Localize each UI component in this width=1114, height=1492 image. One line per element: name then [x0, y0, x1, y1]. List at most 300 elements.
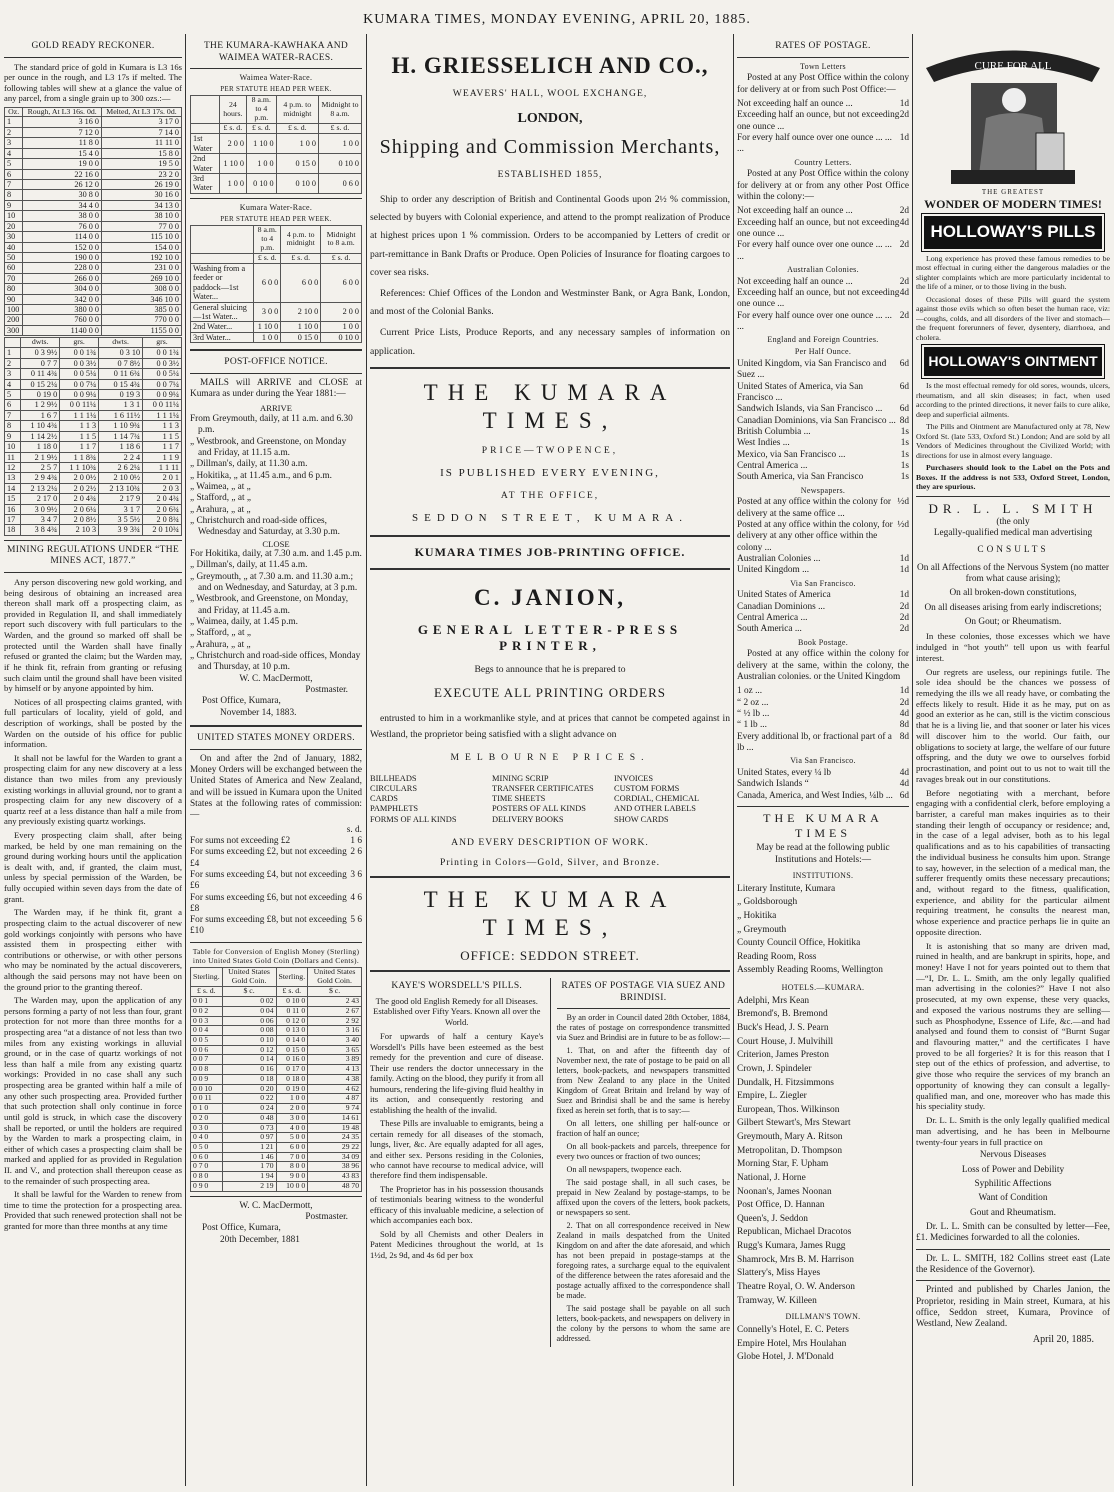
- column-medical-ads: [916, 38, 1110, 1488]
- rate-value: 8d: [899, 720, 909, 731]
- table-cell: 3 0 9½: [21, 504, 60, 514]
- table-row: [5, 305, 182, 315]
- table-cell: 0 12 0: [276, 1016, 308, 1026]
- conv-signature: W. C. MacDermott,: [239, 1200, 313, 1211]
- table-unit: £ s. d.: [318, 124, 361, 134]
- mail-line: „ Waimea, „ at „: [190, 481, 251, 492]
- table-row: [191, 1113, 362, 1123]
- table-cell: 760 0 0: [23, 315, 102, 325]
- rate-row: [737, 218, 909, 241]
- kaye-ad: [370, 978, 544, 1347]
- table-row: [191, 332, 362, 342]
- rate-value: ½d: [897, 519, 909, 530]
- table-header: 4 p.m. to midnight: [276, 96, 318, 124]
- rate-label: South America ...: [737, 624, 802, 635]
- table-cell: 115 10 0: [101, 232, 181, 242]
- table-row: [191, 173, 362, 193]
- table-row: [5, 452, 182, 462]
- paragraph: By an order in Council dated 28th October, 1884, the rates of postage on correspondence transmitted via Suez and Brindisi are in future to be as follow:—: [556, 1013, 730, 1043]
- table-cell: 342 0 0: [23, 294, 102, 304]
- table-row: [5, 462, 182, 472]
- hotel-item: Empire Hotel, Mrs Houlahan: [737, 1338, 847, 1349]
- table-row: [191, 1045, 362, 1055]
- hotel-item: Greymouth, Mary A. Ritson: [737, 1132, 843, 1143]
- table-header: grs.: [143, 338, 182, 348]
- kaye-title: KAYE'S WORSDELL'S PILLS.: [391, 981, 523, 992]
- table-cell: 1 10 0: [281, 322, 321, 332]
- table-cell: 7: [5, 180, 23, 190]
- pills-body-2: Occasional doses of these Pills will guard the system against those evils which so often beset the human race, viz:—coughs, colds, and all disorders of the liver and stomach—the frequent forerunners of fever, dysentery, diarrhoea, and cholera.: [916, 294, 1110, 342]
- print-item: POSTERS OF ALL KINDS: [492, 804, 586, 814]
- eng-subtitle: Per Half Ounce.: [794, 347, 852, 357]
- table-cell: 2 1 9½: [21, 452, 60, 462]
- table-cell: 0 48: [222, 1113, 276, 1123]
- table-cell: 200: [5, 315, 23, 325]
- table-cell: 20: [5, 221, 23, 231]
- table-cell: 0 73: [222, 1123, 276, 1133]
- table-cell: 0 0 5: [191, 1036, 223, 1046]
- rate-label: Sandwich Islands, via San Francisco ...: [737, 404, 883, 415]
- rate-value: 2d: [899, 110, 909, 121]
- mail-line: „ Dillman's, daily, at 11.45 a.m.: [190, 560, 308, 571]
- dr-title: DR. L. L. SMITH: [928, 500, 1098, 516]
- table-cell: 0 18: [222, 1074, 276, 1084]
- table-row: [5, 294, 182, 304]
- rate-label: Posted at any office within the colony, for delivery at any other office within the colony ...: [737, 519, 893, 553]
- table-cell: 2 0 0: [219, 134, 246, 154]
- table-cell: 60: [5, 263, 23, 273]
- table-cell: 3 40: [308, 1036, 362, 1046]
- table-row: [5, 421, 182, 431]
- table-cell: 3: [5, 138, 23, 148]
- table-cell: 2 5 7: [21, 462, 60, 472]
- consults-label: CONSULTS: [977, 545, 1049, 556]
- table-row: [5, 369, 182, 379]
- janion-execute: EXECUTE ALL PRINTING ORDERS: [434, 685, 666, 701]
- table-cell: 114 0 0: [23, 232, 102, 242]
- close-label: CLOSE: [262, 538, 290, 549]
- table-cell: 30: [5, 232, 23, 242]
- table-cell: 269 10 0: [101, 273, 181, 283]
- book-intro: Posted at any office within the colony for delivery at the same, within the colony, the Australian colonies. or the United Kingdom: [737, 649, 909, 683]
- print-item: DELIVERY BOOKS: [492, 814, 564, 824]
- mail-line: „ Dillman's, daily, at 11.30 a.m.: [190, 459, 308, 470]
- column-rule: [733, 34, 734, 1486]
- rate-label: Canada, America, and West Indies, ¼lb ...: [737, 790, 893, 801]
- institutions-list: [737, 883, 909, 978]
- table-cell: 10: [5, 211, 23, 221]
- table-cell: 90: [5, 294, 23, 304]
- table-cell: 0 12: [222, 1045, 276, 1055]
- table-cell: 3 16 0: [23, 117, 102, 127]
- rate-label: Not exceeding half an ounce ...: [737, 98, 853, 109]
- table-cell: 1 0 0: [276, 1094, 308, 1104]
- table-cell: 0 0 9: [191, 1074, 223, 1084]
- table-cell: 0 02: [222, 997, 276, 1007]
- table-cell: 0 7 8½: [99, 358, 143, 368]
- table-row: [191, 1142, 362, 1152]
- hotel-item: Post Office, D. Hannan: [737, 1200, 825, 1211]
- rate-row: [737, 602, 909, 613]
- rate-label: For sums exceeding £6, but not exceeding £8: [190, 892, 347, 914]
- table-row: [5, 263, 182, 273]
- print-item: TIME SHEETS: [492, 794, 546, 804]
- hotel-item: Shamrock, Mrs B. M. Harrison: [737, 1254, 854, 1265]
- table-cell: 1 1 3: [143, 421, 182, 431]
- table-cell: 2 43: [308, 997, 362, 1007]
- wonder-title: WONDER OF MODERN TIMES!: [924, 196, 1102, 211]
- hotel-item: Morning Star, F. Upham: [737, 1159, 829, 1170]
- table-cell: 2nd Water...: [191, 322, 254, 332]
- suez-body: [557, 1013, 731, 1344]
- table-cell: 34 13 0: [101, 200, 181, 210]
- table-cell: 1 1 8¾: [60, 452, 99, 462]
- rate-row: [737, 791, 909, 802]
- rate-label: Australian Colonies ...: [737, 553, 821, 564]
- firm-city: LONDON,: [517, 110, 583, 126]
- table-cell: 1: [5, 348, 21, 358]
- banner-text: CURE FOR ALL: [974, 60, 1052, 72]
- table-cell: 3 16: [308, 1026, 362, 1036]
- mail-line: From Greymouth, daily, at 11 a.m. and 6.30 p.m.: [190, 413, 353, 436]
- hotel-item: Metropolitan, D. Thompson: [737, 1145, 843, 1156]
- table-cell: 192 10 0: [101, 252, 181, 262]
- waimea-subtitle: PER STATUTE HEAD PER WEEK.: [220, 84, 332, 93]
- table-cell: 16: [5, 504, 21, 514]
- table-header: Midnight to 8 a.m.: [318, 96, 361, 124]
- table-cell: 0 0 11¼: [60, 400, 99, 410]
- mail-line: „ Stafford, „ at „: [190, 628, 252, 639]
- waimea-title: Waimea Water-Race.: [239, 73, 313, 83]
- rate-label: For sums exceeding £4, but not exceeding £6: [190, 869, 347, 892]
- read-title: THE KUMARA TIMES: [763, 811, 883, 840]
- pills-body: Long experience has proved these famous remedies to be most effectual in curing either the dangerous maladies or the slighter complaints which are more particularly incidental to the life of a miner, or to those living in the bush.: [916, 253, 1110, 292]
- suez-notice: [557, 978, 731, 1347]
- table-cell: 1 10 4¾: [21, 421, 60, 431]
- paragraph: On all newspapers, twopence each.: [566, 1165, 682, 1175]
- firm-trade: Shipping and Commission Merchants,: [379, 135, 721, 158]
- inst-title: INSTITUTIONS.: [792, 870, 854, 880]
- table-cell: 76 0 0: [23, 221, 102, 231]
- table-row: [5, 431, 182, 441]
- table-cell: 2 0 6¼: [60, 504, 99, 514]
- rate-row: [737, 240, 909, 263]
- table-cell: 1140 0 0: [23, 325, 102, 335]
- rate-value: 1d: [899, 132, 909, 143]
- paragraph: For upwards of half a century Kaye's Worsdell's Pills have been esteemed as the best remedy for the prevention and cure of disease. Their use renders the doctor unnecessary in the family. Acting on the blood, they purify it from all humours, rendering the life-giving fluid healthy in its action, and consequently restoring and establishing the health of the invalid.: [370, 1031, 544, 1115]
- print-item: FORMS OF ALL KINDS: [370, 814, 457, 824]
- table-cell: 8: [5, 190, 23, 200]
- table-cell: 29 22: [308, 1142, 362, 1152]
- arrive-list: [190, 414, 362, 539]
- po-title: POST-OFFICE NOTICE.: [224, 357, 328, 368]
- intro-text: The standard price of gold in Kumara is L3 16s per ounce in the rough, and L3 17s if melted. The following tables will shew at a glance the value of any parcel, from a single grain up to 300 ozs.:—: [4, 61, 182, 104]
- rate-label: British Columbia ...: [737, 426, 811, 437]
- rate-value: 2d: [899, 276, 909, 287]
- table-cell: 0 8 0: [191, 1172, 223, 1182]
- table-cell: 0 0 7: [191, 1055, 223, 1065]
- table-row: [5, 494, 182, 504]
- column-gold-reckoner: [4, 38, 182, 1488]
- via2-rates: [737, 768, 909, 802]
- table-cell: 38 96: [308, 1162, 362, 1172]
- table-cell: 43 83: [308, 1172, 362, 1182]
- table-cell: 15 4 0: [23, 148, 102, 158]
- table-header: 8 a.m. to 4 p.m.: [246, 96, 276, 124]
- kumara-times-title: THE KUMARA TIMES,: [423, 379, 677, 433]
- rate-value: 1s: [900, 438, 909, 449]
- po-date: November 14, 1883.: [220, 707, 297, 718]
- country-intro: Posted at any Post Office within the colony for delivery at or from any other Post Office within the colony:—: [737, 169, 909, 203]
- table-cell: 0 97: [222, 1133, 276, 1143]
- table-row: [5, 169, 182, 179]
- table-cell: 0 18 0: [276, 1074, 308, 1084]
- table-cell: 3 9 3¾: [99, 525, 143, 535]
- rate-row: [737, 686, 909, 697]
- table-cell: 1 0 0: [246, 154, 276, 174]
- table-cell: 1 1 1¼: [143, 410, 182, 420]
- table-row: [191, 997, 362, 1007]
- rate-row: [190, 836, 362, 847]
- kumara-times-title-2: THE KUMARA TIMES,: [423, 887, 677, 941]
- table-cell: 0 5 0: [191, 1142, 223, 1152]
- table-cell: 7: [5, 410, 21, 420]
- table-cell: 2 0 0: [321, 302, 362, 322]
- table-cell: 1 3 1: [99, 400, 143, 410]
- consult-line: On all Affections of the Nervous System (no matter from what cause arising);: [917, 562, 1109, 585]
- table-cell: 0 16 0: [276, 1055, 308, 1065]
- table-header: dwts.: [99, 338, 143, 348]
- allegory-figure-icon: [916, 38, 1110, 188]
- table-row: [5, 400, 182, 410]
- rate-row: [737, 427, 909, 438]
- table-row: [191, 134, 362, 154]
- rate-row: [737, 472, 909, 483]
- rate-row: [737, 133, 909, 156]
- table-cell: 1 0 0: [219, 173, 246, 193]
- paragraph: Before negotiating with a merchant, before engaging with a confidential clerk, before employing a barrister, a careful man makes inquiries as to their standing their length of occupancy or residence; and, in the case of a legal adviser, both as to his legal qualifications and as to his capabilities of transacting the individual business he consults him upon. Strange to say, however, in the selection of a medical man, the sufferer frequently omits these necessary precautions; and, without regard to the fitness, qualification, experience, and ability for the particular ailment requiring treatment, he consults the nearest man, whose experience and practice perhaps lie in quite an opposite direction.: [916, 787, 1110, 937]
- table-cell: 0 11 0: [276, 1006, 308, 1016]
- table-cell: 0 13 0: [276, 1026, 308, 1036]
- rate-label: United States, every ¼ lb: [737, 768, 831, 779]
- table-cell: 11 8 0: [23, 138, 102, 148]
- paragraph: Sold by all Chemists and other Dealers in Patent Medicines throughout the world, at 1s 1½d, 2s 9d, and 4s 6d per box: [370, 1228, 544, 1260]
- table-row: [191, 1152, 362, 1162]
- table-cell: 0 0 9¼: [60, 389, 99, 399]
- rate-value: 5 6: [350, 915, 362, 926]
- rate-label: United States of America: [737, 590, 831, 601]
- table-row: [5, 410, 182, 420]
- rate-row: [737, 311, 909, 334]
- rate-value: 1d: [899, 553, 909, 564]
- table-cell: 0 4 0: [191, 1133, 223, 1143]
- table-cell: 2 10 3: [60, 525, 99, 535]
- news-rates: [737, 497, 909, 576]
- table-cell: 18: [5, 525, 21, 535]
- table-cell: 8 0 0: [276, 1162, 308, 1172]
- table-cell: 17: [5, 515, 21, 525]
- rate-value: 2d: [899, 310, 909, 321]
- table-cell: 2 67: [308, 1006, 362, 1016]
- dillman-title: DILLMAN'S TOWN.: [785, 1312, 861, 1322]
- table-cell: 9: [5, 200, 23, 210]
- table-header: [5, 338, 21, 348]
- table-cell: 231 0 0: [101, 263, 181, 273]
- kaye-subtitle: The good old English Remedy for all Diseases.: [375, 995, 538, 1006]
- table-cell: 77 0 0: [101, 221, 181, 231]
- table-cell: 380 0 0: [23, 305, 102, 315]
- table-cell: 0 3 10: [99, 348, 143, 358]
- firm-name: H. GRIESSELICH AND CO.,: [391, 53, 709, 78]
- table-cell: 50: [5, 252, 23, 262]
- table-cell: 0 15 4¾: [99, 379, 143, 389]
- table-row: [5, 483, 182, 493]
- table-cell: 1 46: [222, 1152, 276, 1162]
- gold-table-ounces: [4, 107, 182, 337]
- table-row: [5, 190, 182, 200]
- table-cell: 48 70: [308, 1181, 362, 1191]
- table-cell: 26 12 0: [23, 180, 102, 190]
- table-cell: 0 19 0: [21, 389, 60, 399]
- table-cell: 228 0 0: [23, 263, 102, 273]
- table-cell: 0 0 4: [191, 1026, 223, 1036]
- table-row: [191, 1162, 362, 1172]
- hotel-item: European, Thos. Wilkinson: [737, 1104, 840, 1115]
- table-cell: 0 0 5¼: [60, 369, 99, 379]
- table-cell: 0 0 8: [191, 1065, 223, 1075]
- mail-line: „ Arahura, „ at „: [190, 639, 251, 650]
- rate-value: 2d: [899, 206, 909, 217]
- rate-label: Central America ...: [737, 612, 808, 623]
- table-cell: 385 0 0: [101, 305, 181, 315]
- table-row: [5, 348, 182, 358]
- table-row: [5, 504, 182, 514]
- rate-label: For sums not exceeding £2: [190, 835, 291, 846]
- rate-label: Exceeding half an ounce, but not exceeding one ounce ...: [737, 288, 900, 310]
- table-cell: 0 10 0: [276, 997, 308, 1007]
- table-row: [5, 232, 182, 242]
- table-row: [5, 284, 182, 294]
- rate-label: United States of America, via San Francisco ...: [737, 381, 863, 403]
- kumara-times-price: PRICE—TWOPENCE,: [481, 444, 619, 456]
- us-rates: [190, 836, 362, 938]
- janion-name: C. JANION,: [473, 584, 627, 610]
- rate-label: West Indies ...: [737, 438, 790, 449]
- po-signature-title: Postmaster.: [305, 685, 348, 695]
- table-cell: 0 15 0: [276, 154, 318, 174]
- rate-value: 4d: [899, 768, 909, 779]
- eng-title: England and Foreign Countries.: [767, 335, 879, 345]
- table-cell: 3 8 4¾: [21, 525, 60, 535]
- mail-line: For Hokitika, daily, at 7.30 a.m. and 1.45 p.m.: [190, 549, 362, 560]
- hotel-item: Gilbert Stewart's, Mrs Stewart: [737, 1118, 851, 1129]
- table-cell: 15: [5, 494, 21, 504]
- via2-title: Via San Francisco.: [790, 756, 856, 766]
- table-header: United States Gold Coin.: [308, 968, 362, 987]
- rate-value: 1d: [899, 686, 909, 697]
- table-cell: 5: [5, 159, 23, 169]
- rate-row: [737, 624, 909, 635]
- table-unit: [191, 253, 254, 263]
- table-header: 24 hours.: [219, 96, 246, 124]
- table-cell: 3 0 0: [276, 1113, 308, 1123]
- table-row: [5, 211, 182, 221]
- table-row: [5, 389, 182, 399]
- table-cell: 15 8 0: [101, 148, 181, 158]
- table-cell: 2 6 2¼: [99, 462, 143, 472]
- rate-row: [190, 870, 362, 893]
- table-cell: 1: [5, 117, 23, 127]
- us-unit: s. d.: [346, 824, 362, 835]
- rate-row: [737, 359, 909, 382]
- print-items: [370, 774, 730, 825]
- table-cell: 1 1 5: [60, 431, 99, 441]
- table-cell: 2 17 9: [99, 494, 143, 504]
- rate-value: 2d: [899, 697, 909, 708]
- table-row: [5, 273, 182, 283]
- table-cell: 9 74: [308, 1104, 362, 1114]
- table-cell: 0 19 3: [99, 389, 143, 399]
- consult-line: On all broken-down constitutions,: [949, 588, 1077, 599]
- section-title: GOLD READY RECKONER.: [31, 41, 155, 51]
- print-item: INVOICES: [614, 773, 654, 783]
- rate-label: For sums exceeding £2, but not exceeding £4: [190, 847, 347, 869]
- table-cell: 1 1 7: [60, 442, 99, 452]
- table-cell: 0 6 0: [318, 173, 361, 193]
- conv-title: Table for Conversion of English Money (Sterling) into United States Gold Coin (Dollars and Cents).: [192, 946, 360, 966]
- janion-body: entrusted to him in a workmanlike style, and at prices that cannot be competed against in Westland, the proprietor being satisfied with a slight advance on: [370, 713, 730, 740]
- table-cell: 2 19: [222, 1181, 276, 1191]
- column-rule: [912, 34, 913, 1486]
- rate-label: Exceeding half an ounce, but not exceeding one ounce ...: [737, 110, 900, 132]
- table-header: [191, 96, 220, 124]
- table-cell: 2 0 10¾: [143, 525, 182, 535]
- table-row: [191, 302, 362, 322]
- rate-label: Canadian Dominions ...: [737, 601, 826, 612]
- table-cell: 308 0 0: [101, 284, 181, 294]
- mail-line: „ Christchurch and road-side offices, Monday and Thursday, at 10 p.m.: [190, 651, 361, 673]
- rate-label: Canadian Dominions, via San Francisco ...: [737, 415, 896, 426]
- table-header: Sterling.: [191, 968, 223, 987]
- paragraph: These Pills are invaluable to emigrants, being a certain remedy for all diseases of the stomach, lungs, liver, &c. Are equally adapted for all ages, and either sex. Persons residing in the Colonies, who cannot have recourse to medical advice, will therefore find them indispensable.: [370, 1118, 544, 1181]
- paragraph: On all book-packets and parcels, threepence for every two ounces or fraction of two ounces;: [556, 1142, 730, 1162]
- table-cell: 0 11 4¾: [21, 369, 60, 379]
- table-cell: 80: [5, 284, 23, 294]
- table-header: Midnight to 8 a.m.: [321, 226, 362, 254]
- bottom-ads: [370, 978, 730, 1347]
- table-unit: £ s. d.: [276, 124, 318, 134]
- holloways-pills-banner: HOLLOWAY'S PILLS: [924, 216, 1102, 249]
- table-cell: 4 87: [308, 1094, 362, 1104]
- table-cell: 3 65: [308, 1045, 362, 1055]
- conversion-table: [190, 967, 362, 1191]
- paragraph: 1. That, on and after the fifteenth day of November next, the rate of postage to be paid on all letters, book-packets, and newspapers transmitted from New Zealand to any place in the United Kingdom of Great Britain and Ireland by way of Suez and Brindisi shall be and the same is hereby fixed as herein set forth, that is to say:—: [556, 1046, 730, 1116]
- disease-item: Want of Condition: [978, 1193, 1048, 1204]
- hotel-item: Slattery's, Miss Hayes: [737, 1268, 821, 1279]
- table-row: [5, 525, 182, 535]
- table-cell: 0 10 0: [246, 173, 276, 193]
- mail-line: „ Arahura, „ at „: [190, 504, 251, 515]
- table-row: [191, 1133, 362, 1143]
- hotel-item: Dundalk, H. Fitzsimmons: [737, 1077, 834, 1088]
- table-cell: 0 0 3: [191, 1016, 223, 1026]
- table-cell: 4: [5, 379, 21, 389]
- country-title: Country Letters.: [794, 157, 852, 167]
- hotel-item: Noonan's, James Noonan: [737, 1186, 832, 1197]
- table-cell: 4 0 0: [276, 1123, 308, 1133]
- table-cell: 1st Water: [191, 134, 220, 154]
- table-cell: 0 06: [222, 1016, 276, 1026]
